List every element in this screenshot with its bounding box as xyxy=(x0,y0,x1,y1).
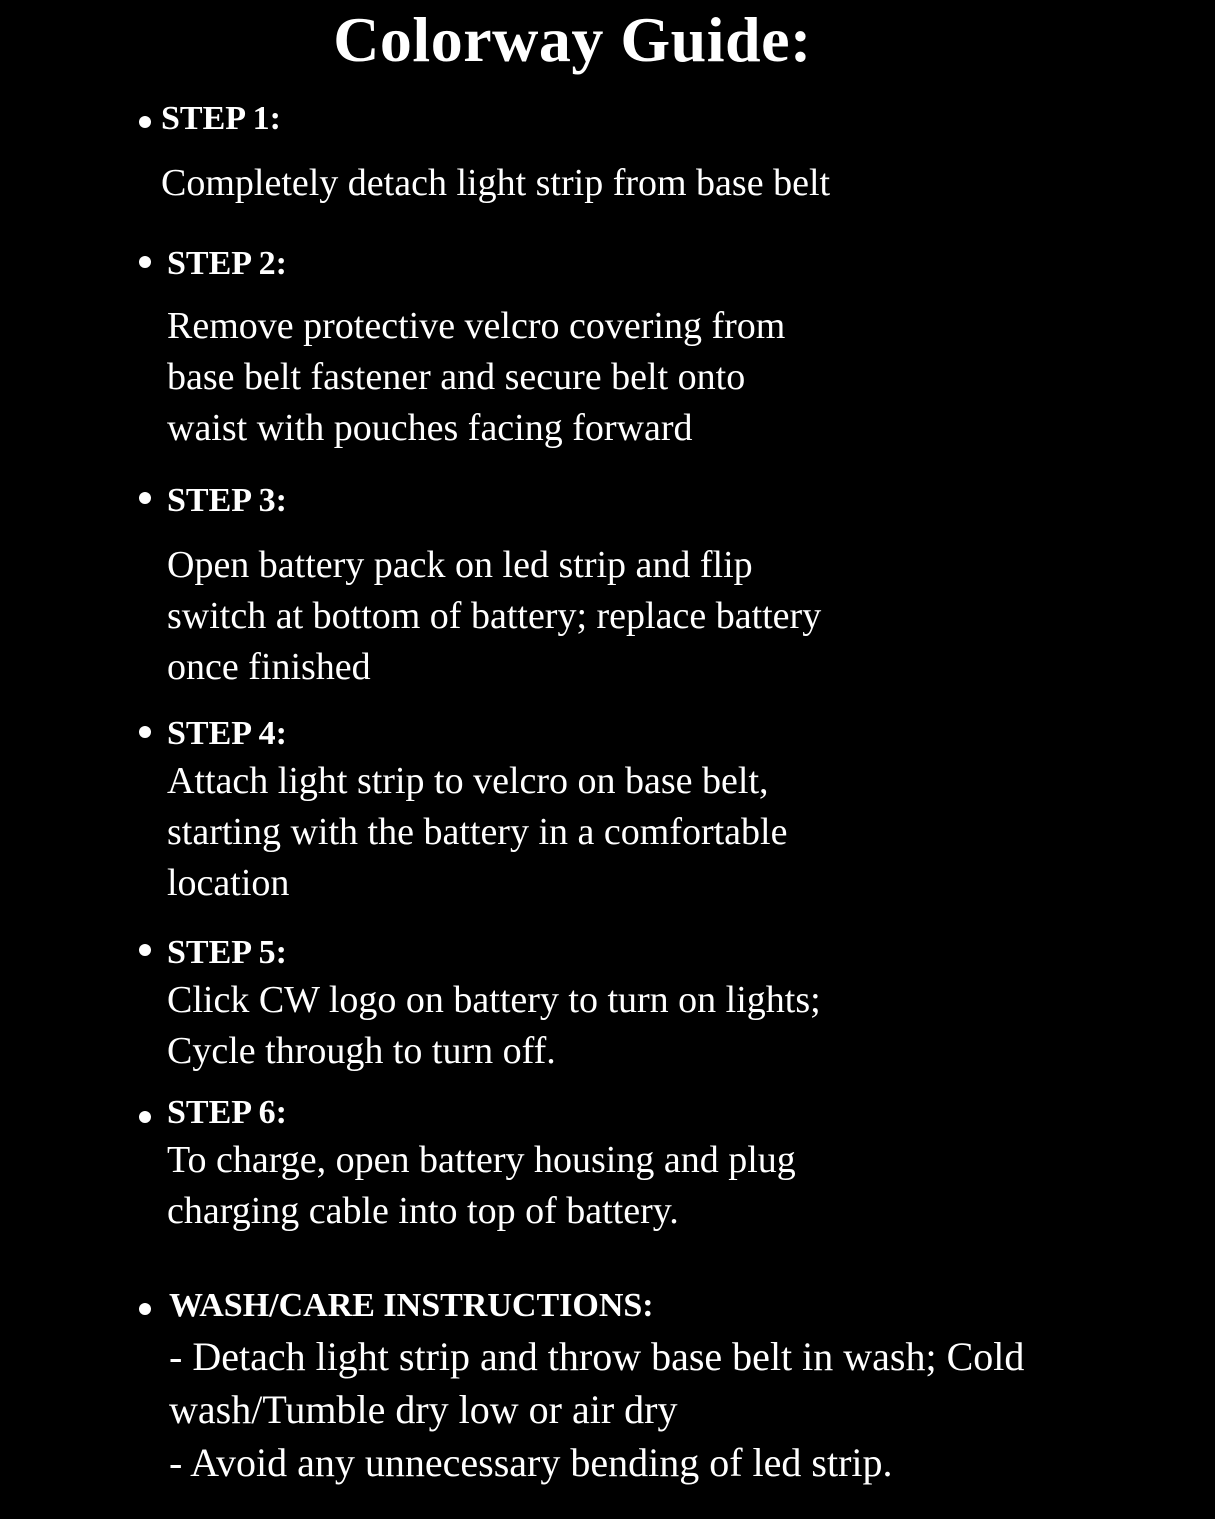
step-5-text: Click CW logo on battery to turn on lights; Cycle through to turn off. xyxy=(167,979,821,1072)
bullet-icon xyxy=(139,1303,151,1315)
step-1-text: Completely detach light strip from base belt xyxy=(161,162,831,204)
bullet-icon xyxy=(139,116,151,128)
step-1-label: STEP 1: xyxy=(161,100,281,137)
page-title: Colorway Guide: xyxy=(333,4,812,75)
bullet-icon xyxy=(139,726,151,738)
bullet-icon xyxy=(139,492,151,504)
care-text: - Detach light strip and throw base belt in wash; Cold wash/Tumble dry low or air dry - Avoid any unnecessary bending of led strip. xyxy=(169,1334,1025,1485)
step-3-label: STEP 3: xyxy=(167,482,287,519)
step-5-label: STEP 5: xyxy=(167,934,287,971)
bullet-icon xyxy=(139,256,151,268)
step-6-text: To charge, open battery housing and plug charging cable into top of battery. xyxy=(167,1139,796,1232)
step-4-label: STEP 4: xyxy=(167,715,287,752)
step-4-text: Attach light strip to velcro on base belt, starting with the battery in a comfortable location xyxy=(167,760,788,904)
step-2-text: Remove protective velcro covering from base belt fastener and secure belt onto waist with pouches facing forward xyxy=(167,305,786,449)
bullet-icon xyxy=(139,944,151,956)
care-label: WASH/CARE INSTRUCTIONS: xyxy=(169,1287,654,1324)
step-2-label: STEP 2: xyxy=(167,245,287,282)
step-3-text: Open battery pack on led strip and flip switch at bottom of battery; replace battery once finished xyxy=(167,544,822,688)
bullet-icon xyxy=(139,1111,151,1123)
step-6-label: STEP 6: xyxy=(167,1094,287,1131)
